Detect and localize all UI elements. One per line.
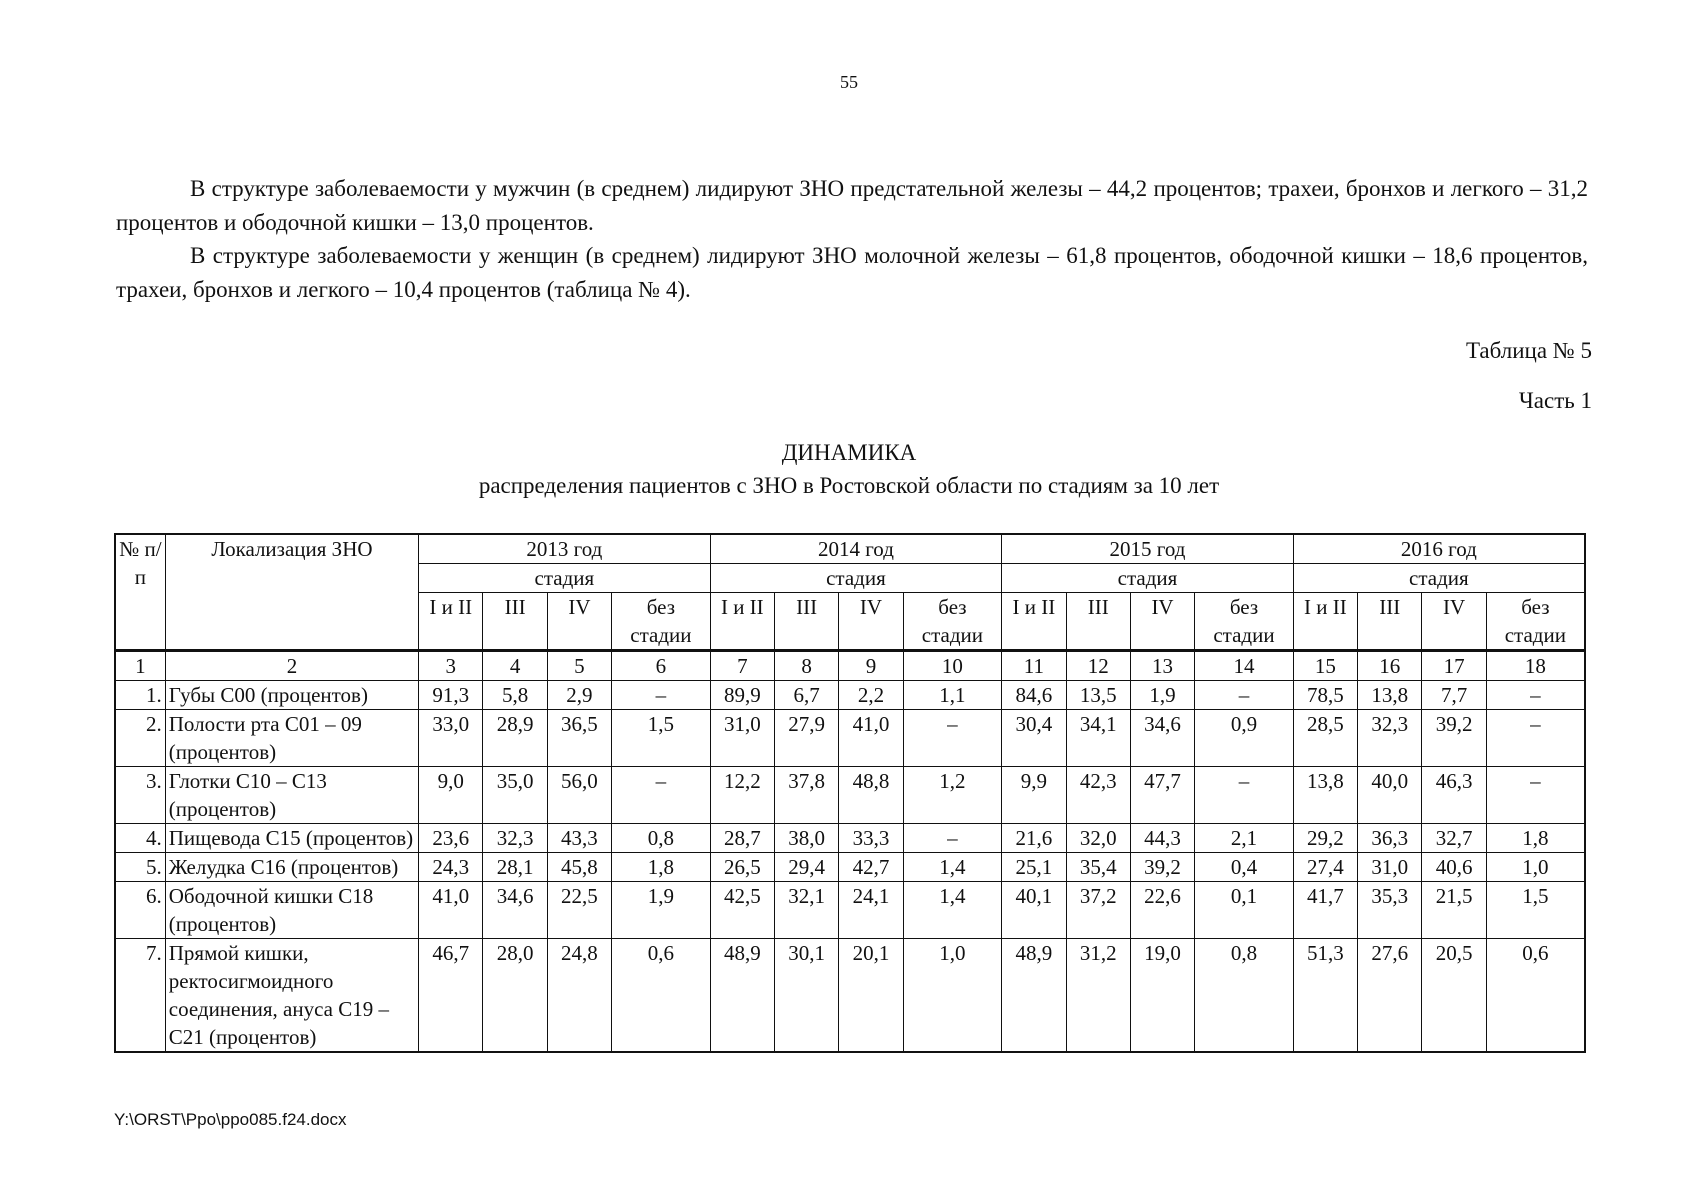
table-cell: – [1195, 767, 1294, 824]
column-number: 5 [547, 651, 611, 681]
table-cell: 9,0 [419, 767, 483, 824]
header-stage-2: III [483, 593, 547, 651]
table-cell: 44,3 [1130, 824, 1194, 853]
column-number: 2 [165, 651, 418, 681]
table-cell: 32,1 [774, 882, 838, 939]
header-stage-3: IV [1130, 593, 1194, 651]
header-stage: стадия [710, 564, 1002, 593]
column-number: 13 [1130, 651, 1194, 681]
table-cell: 13,8 [1293, 767, 1357, 824]
table-cell: 2,9 [547, 681, 611, 710]
table-cell: 25,1 [1002, 853, 1066, 882]
column-number: 15 [1293, 651, 1357, 681]
column-number: 12 [1066, 651, 1130, 681]
table-cell: 48,9 [1002, 939, 1066, 1053]
row-localization: Глотки С10 – С13 (процентов) [165, 767, 418, 824]
table-cell: 7,7 [1422, 681, 1486, 710]
table-cell: 56,0 [547, 767, 611, 824]
table-cell: 47,7 [1130, 767, 1194, 824]
part-label: Часть 1 [1518, 388, 1592, 413]
header-stage: стадия [1293, 564, 1585, 593]
table-cell: 37,8 [774, 767, 838, 824]
header-number: № п/п [115, 534, 165, 651]
table-cell: 35,4 [1066, 853, 1130, 882]
table-cell: 33,0 [419, 710, 483, 767]
table-cell: 20,5 [1422, 939, 1486, 1053]
header-stage: стадия [1002, 564, 1294, 593]
table-cell: 40,6 [1422, 853, 1486, 882]
table-cell: – [903, 824, 1002, 853]
table-cell: 27,9 [774, 710, 838, 767]
column-number: 9 [839, 651, 903, 681]
table-cell: 31,0 [710, 710, 774, 767]
table-cell: 12,2 [710, 767, 774, 824]
table-cell: 48,8 [839, 767, 903, 824]
table-cell: 35,3 [1358, 882, 1422, 939]
file-path-footer: Y:\ORST\Ppo\ppo085.f24.docx [114, 1110, 347, 1129]
table-cell: 46,3 [1422, 767, 1486, 824]
table-cell: – [1486, 681, 1585, 710]
table-cell: – [903, 710, 1002, 767]
table-cell: 39,2 [1130, 853, 1194, 882]
table-cell: 2,2 [839, 681, 903, 710]
table-cell: 1,9 [612, 882, 711, 939]
table-cell: 0,9 [1195, 710, 1294, 767]
table-row [115, 767, 1585, 824]
column-number: 1 [115, 651, 165, 681]
table-cell: 39,2 [1422, 710, 1486, 767]
header-year: 2016 год [1293, 534, 1585, 564]
header-stage-3: IV [547, 593, 611, 651]
table-cell: – [612, 681, 711, 710]
header-stage-3: IV [839, 593, 903, 651]
header-stage-1: I и II [419, 593, 483, 651]
table-cell: 0,1 [1195, 882, 1294, 939]
column-number: 18 [1486, 651, 1585, 681]
column-number: 10 [903, 651, 1002, 681]
paragraph-men: В структуре заболеваемости у мужчин (в среднем) лидируют ЗНО предстательной железы – 44,2 процентов; трахеи, бронхов и легкого – 31,2 процентов и ободочной кишки – 13,0 процентов. [116, 176, 1588, 235]
table-cell: 29,4 [774, 853, 838, 882]
table-cell: 41,0 [839, 710, 903, 767]
table-cell: 1,5 [612, 710, 711, 767]
table-row [115, 681, 1585, 710]
table-cell: – [1195, 681, 1294, 710]
row-number: 4. [115, 824, 165, 853]
table-cell: 32,0 [1066, 824, 1130, 853]
table-cell: – [1486, 710, 1585, 767]
table-cell: 1,8 [612, 853, 711, 882]
row-localization: Пищевода С15 (процентов) [165, 824, 418, 853]
header-stage-2: III [1358, 593, 1422, 651]
column-number: 8 [774, 651, 838, 681]
table-cell: 1,8 [1486, 824, 1585, 853]
table-cell: – [1486, 767, 1585, 824]
page-number: 55 [840, 72, 858, 92]
column-number: 17 [1422, 651, 1486, 681]
table-label: Таблица № 5 [1465, 338, 1592, 363]
table-row [115, 824, 1585, 853]
table-cell: 1,1 [903, 681, 1002, 710]
column-number: 7 [710, 651, 774, 681]
table-cell: 0,6 [612, 939, 711, 1053]
header-stage-3: IV [1422, 593, 1486, 651]
table-cell: 5,8 [483, 681, 547, 710]
table-cell: 35,0 [483, 767, 547, 824]
header-stage-2: III [774, 593, 838, 651]
table-cell: 37,2 [1066, 882, 1130, 939]
table-cell: 19,0 [1130, 939, 1194, 1053]
table-cell: 1,0 [903, 939, 1002, 1053]
table-cell: – [612, 767, 711, 824]
table-cell: 0,4 [1195, 853, 1294, 882]
table-cell: 46,7 [419, 939, 483, 1053]
table-cell: 9,9 [1002, 767, 1066, 824]
table-row [115, 853, 1585, 882]
column-number: 6 [612, 651, 711, 681]
table-cell: 36,5 [547, 710, 611, 767]
table-cell: 24,1 [839, 882, 903, 939]
table-cell: 41,7 [1293, 882, 1357, 939]
header-year: 2015 год [1002, 534, 1294, 564]
header-stage-1: I и II [710, 593, 774, 651]
row-number: 7. [115, 939, 165, 1053]
table-cell: 2,1 [1195, 824, 1294, 853]
table-cell: 33,3 [839, 824, 903, 853]
stage-distribution-table [114, 533, 1586, 1053]
header-year: 2013 год [419, 534, 711, 564]
table-cell: 26,5 [710, 853, 774, 882]
paragraph-women: В структуре заболеваемости у женщин (в среднем) лидируют ЗНО молочной железы – 61,8 процентов, ободочной кишки – 18,6 процентов, трахеи, бронхов и легкого – 10,4 процентов (таблица № 4). [116, 243, 1588, 302]
table-cell: 34,1 [1066, 710, 1130, 767]
column-number: 14 [1195, 651, 1294, 681]
table-cell: 38,0 [774, 824, 838, 853]
header-stage: стадия [419, 564, 711, 593]
table-cell: 30,1 [774, 939, 838, 1053]
table-row [115, 710, 1585, 767]
table-cell: 27,6 [1358, 939, 1422, 1053]
table-cell: 23,6 [419, 824, 483, 853]
table-cell: 1,4 [903, 853, 1002, 882]
column-number: 3 [419, 651, 483, 681]
table-cell: 22,6 [1130, 882, 1194, 939]
table-cell: 91,3 [419, 681, 483, 710]
table-cell: 32,3 [1358, 710, 1422, 767]
table-cell: 1,0 [1486, 853, 1585, 882]
table-cell: 43,3 [547, 824, 611, 853]
table-cell: 1,9 [1130, 681, 1194, 710]
header-stage-4: без стадии [903, 593, 1002, 651]
table-cell: 48,9 [710, 939, 774, 1053]
table-cell: 28,5 [1293, 710, 1357, 767]
table-cell: 0,6 [1486, 939, 1585, 1053]
header-stage-2: III [1066, 593, 1130, 651]
table-cell: 28,7 [710, 824, 774, 853]
row-localization: Желудка С16 (процентов) [165, 853, 418, 882]
table-cell: 84,6 [1002, 681, 1066, 710]
row-number: 2. [115, 710, 165, 767]
row-number: 6. [115, 882, 165, 939]
table-cell: 0,8 [1195, 939, 1294, 1053]
table-cell: 29,2 [1293, 824, 1357, 853]
table-cell: 41,0 [419, 882, 483, 939]
header-stage-1: I и II [1293, 593, 1357, 651]
table-cell: 42,5 [710, 882, 774, 939]
table-cell: 32,7 [1422, 824, 1486, 853]
table-cell: 28,9 [483, 710, 547, 767]
table-cell: 1,5 [1486, 882, 1585, 939]
row-number: 1. [115, 681, 165, 710]
column-number: 16 [1358, 651, 1422, 681]
table-cell: 6,7 [774, 681, 838, 710]
table-cell: 21,6 [1002, 824, 1066, 853]
table-cell: 22,5 [547, 882, 611, 939]
table-cell: 34,6 [483, 882, 547, 939]
column-number: 11 [1002, 651, 1066, 681]
table-cell: 89,9 [710, 681, 774, 710]
header-localization: Локализация ЗНО [165, 534, 418, 651]
table-cell: 27,4 [1293, 853, 1357, 882]
table-cell: 0,8 [612, 824, 711, 853]
column-number: 4 [483, 651, 547, 681]
table-subheading: распределения пациентов с ЗНО в Ростовской области по стадиям за 10 лет [478, 473, 1220, 498]
table-cell: 34,6 [1130, 710, 1194, 767]
table-cell: 32,3 [483, 824, 547, 853]
header-stage-1: I и II [1002, 593, 1066, 651]
table-cell: 20,1 [839, 939, 903, 1053]
table-cell: 28,0 [483, 939, 547, 1053]
row-localization: Прямой кишки, ректосигмоидного соединения, ануса С19 – С21 (процентов) [165, 939, 418, 1053]
column-number-row [115, 651, 1585, 681]
row-number: 3. [115, 767, 165, 824]
table-cell: 40,0 [1358, 767, 1422, 824]
table-cell: 24,8 [547, 939, 611, 1053]
table-cell: 42,7 [839, 853, 903, 882]
table-cell: 30,4 [1002, 710, 1066, 767]
row-number: 5. [115, 853, 165, 882]
table-row [115, 939, 1585, 1053]
table-cell: 51,3 [1293, 939, 1357, 1053]
table-cell: 31,2 [1066, 939, 1130, 1053]
table-cell: 24,3 [419, 853, 483, 882]
table-cell: 13,5 [1066, 681, 1130, 710]
header-stage-4: без стадии [1195, 593, 1294, 651]
table-heading: ДИНАМИКА [781, 440, 917, 465]
row-localization: Ободочной кишки С18 (процентов) [165, 882, 418, 939]
table-cell: 21,5 [1422, 882, 1486, 939]
table-cell: 1,4 [903, 882, 1002, 939]
table-cell: 40,1 [1002, 882, 1066, 939]
table-row [115, 882, 1585, 939]
table-cell: 31,0 [1358, 853, 1422, 882]
row-localization: Губы С00 (процентов) [165, 681, 418, 710]
table-cell: 78,5 [1293, 681, 1357, 710]
table-cell: 13,8 [1358, 681, 1422, 710]
header-stage-4: без стадии [1486, 593, 1585, 651]
row-localization: Полости рта С01 – 09 (процентов) [165, 710, 418, 767]
table-cell: 45,8 [547, 853, 611, 882]
table-cell: 36,3 [1358, 824, 1422, 853]
header-year: 2014 год [710, 534, 1002, 564]
header-stage-4: без стадии [612, 593, 711, 651]
table-cell: 1,2 [903, 767, 1002, 824]
table-cell: 28,1 [483, 853, 547, 882]
table-cell: 42,3 [1066, 767, 1130, 824]
